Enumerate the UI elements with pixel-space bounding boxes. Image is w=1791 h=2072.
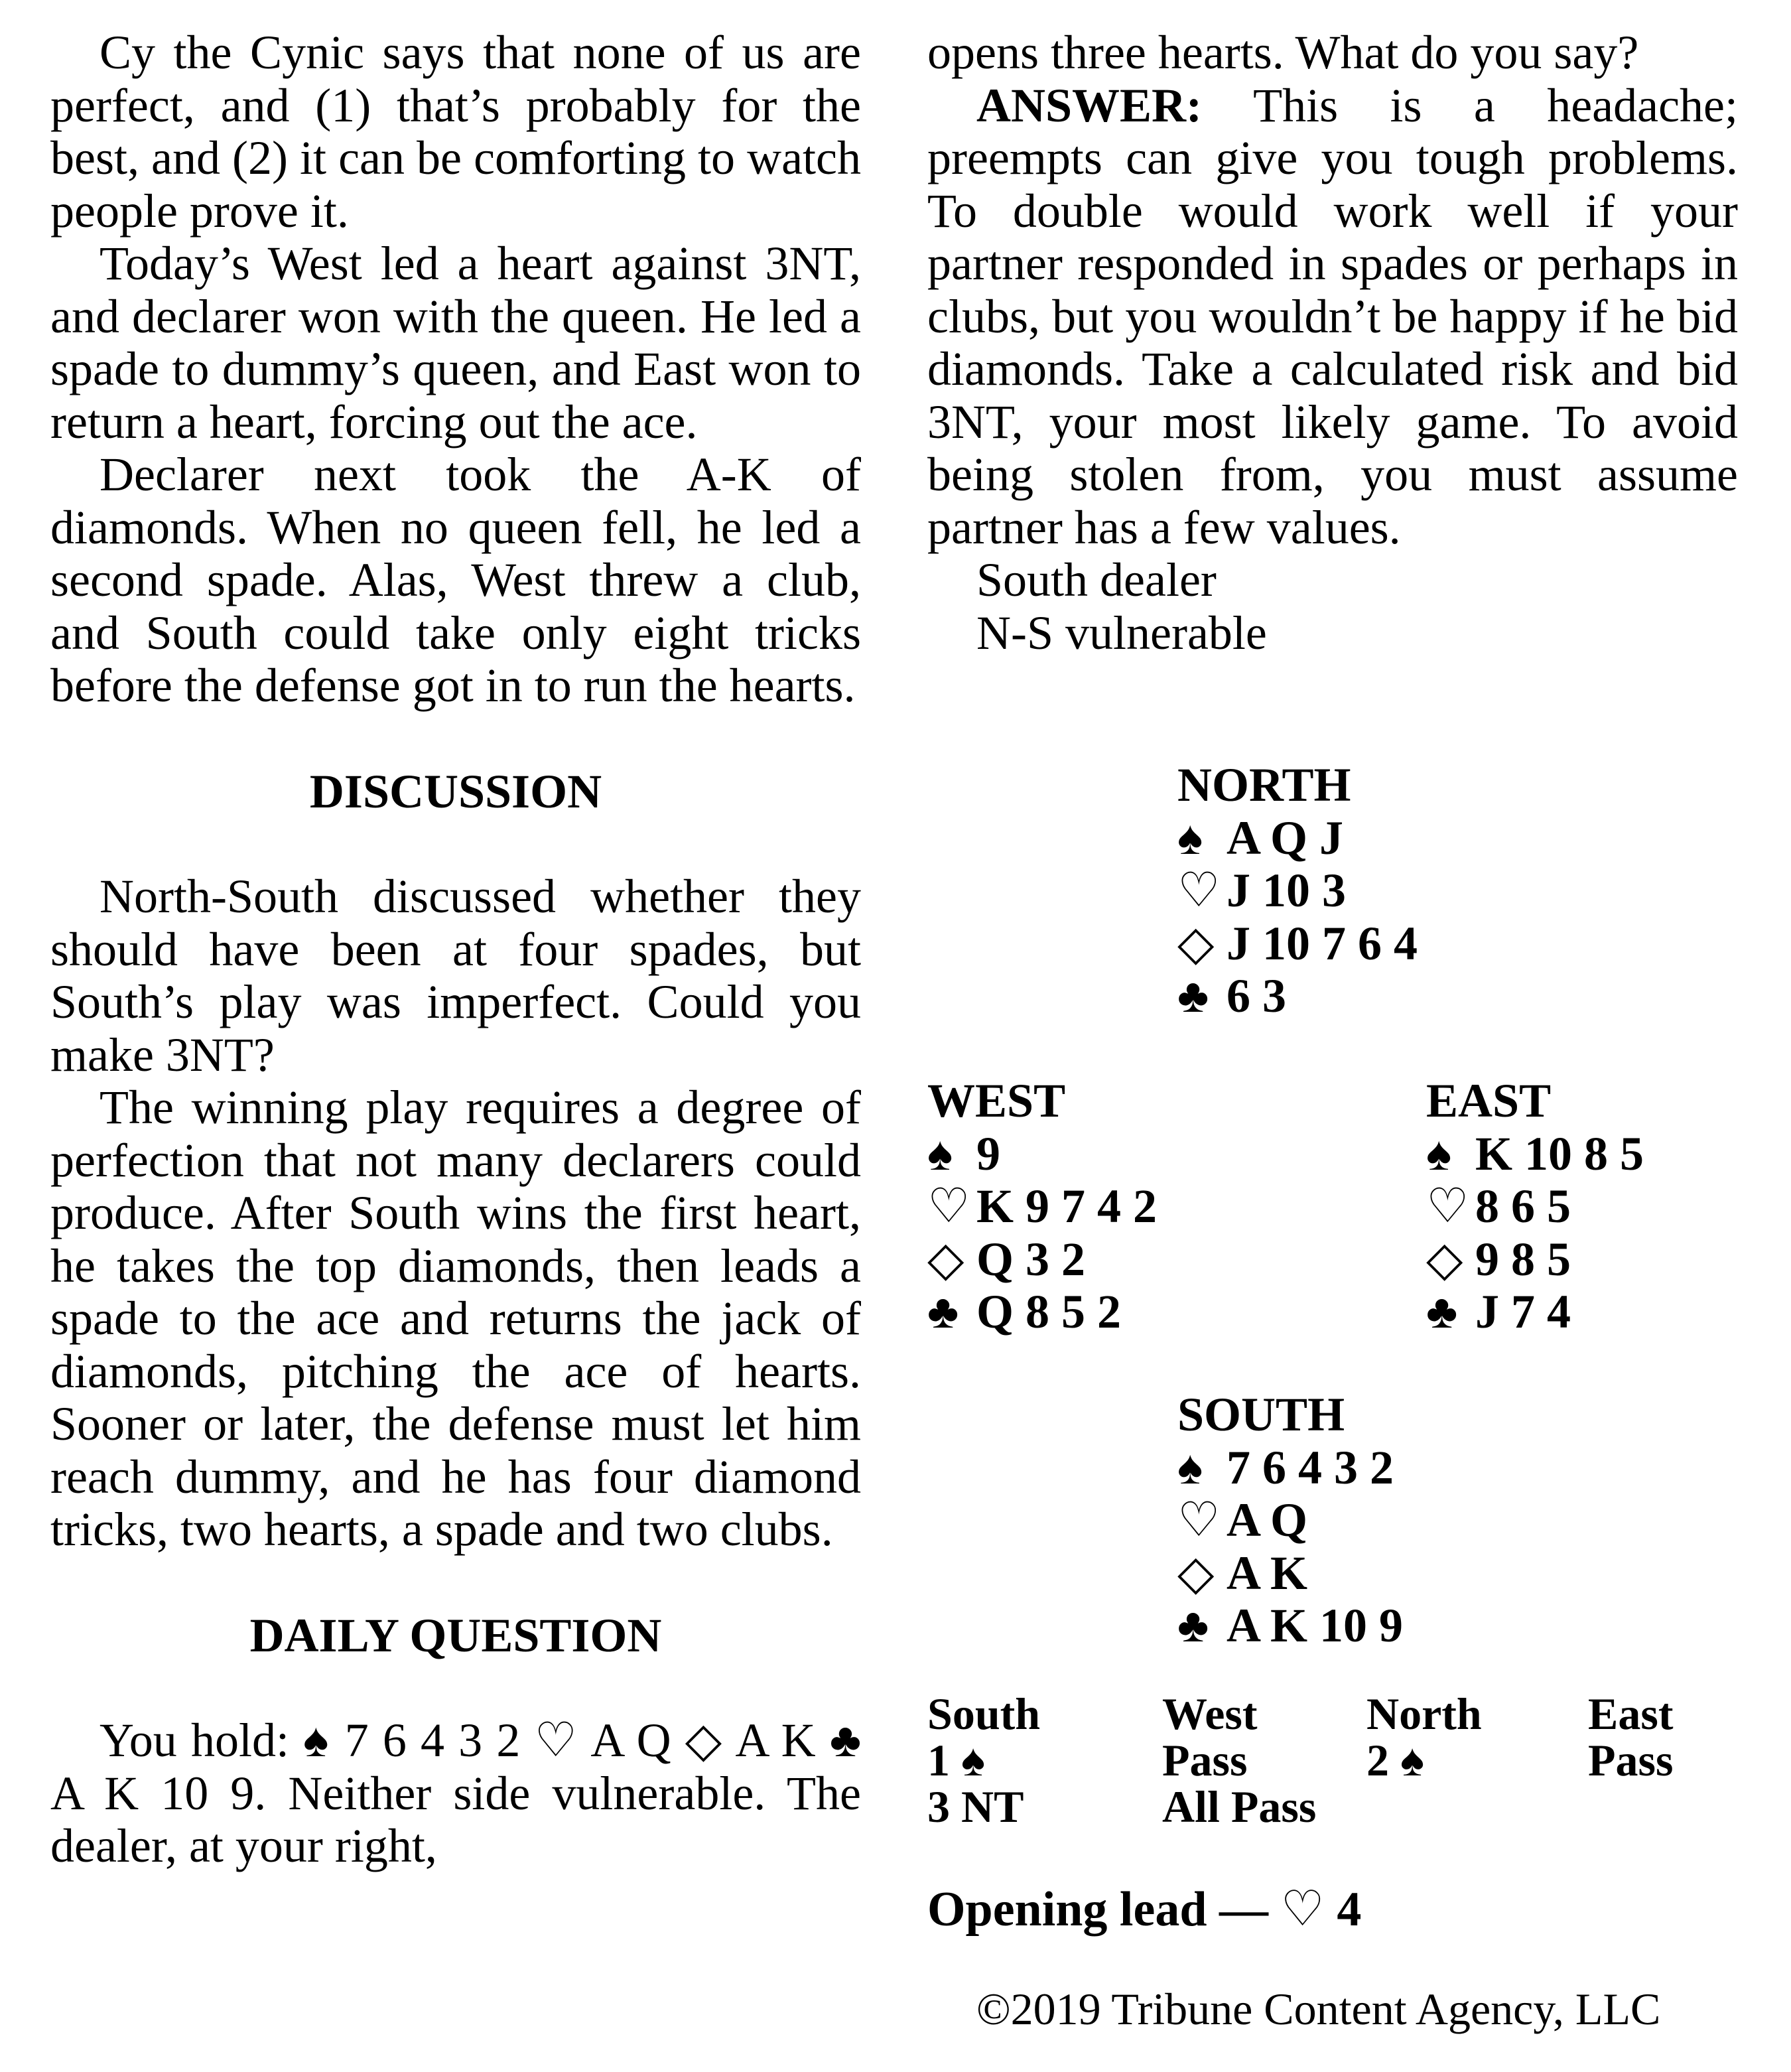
question-spades: ♠ 7 6 4 3 2 <box>303 1714 521 1767</box>
discussion-paragraph: North-South discussed whether they should have been at four spades, but South’s play was imperfect. Could you make 3NT? <box>50 870 861 1081</box>
bid-cell: Pass <box>1588 1735 1674 1785</box>
hand-name: WEST <box>927 1074 1066 1127</box>
hand-name: SOUTH <box>1177 1388 1345 1441</box>
play-paragraph: Today’s West led a heart against 3NT, and declarer won with the queen. He led a spade to dummy’s queen, and East won to return a heart, forcing out the ace. <box>50 237 861 449</box>
declarer-paragraph: Declarer next took the A-K of diamonds. When no queen fell, he led a second spade. Alas, West threw a club, and South could take only eight tricks before the defense got in to run the hearts. <box>50 448 861 712</box>
heart-icon: ♡ <box>1177 1493 1221 1547</box>
answer-label: ANSWER: <box>976 78 1203 132</box>
north-diamonds: J 10 7 6 4 <box>1227 916 1418 970</box>
heart-icon: ♡ <box>927 1180 970 1233</box>
bidding-column-south <box>927 1691 1040 1830</box>
spade-icon: ♠ <box>1177 1440 1203 1494</box>
south-diamonds: A K <box>1227 1546 1308 1600</box>
north-hearts: J 10 3 <box>1227 864 1346 917</box>
diamond-icon: ◇ <box>1426 1232 1463 1286</box>
bid-cell: North <box>1366 1689 1482 1739</box>
vulnerable-line: N-S vulnerable <box>976 606 1267 659</box>
question-prefix: You hold: <box>100 1714 289 1767</box>
south-spades: 7 6 4 3 2 <box>1227 1440 1394 1494</box>
hand-name: NORTH <box>1177 758 1351 811</box>
north-hand <box>1177 759 1418 1023</box>
bidding-column-east <box>1588 1691 1673 1783</box>
west-spades: 9 <box>976 1127 1000 1180</box>
bid-cell: South <box>927 1689 1041 1739</box>
bid-cell: All Pass <box>1162 1781 1317 1832</box>
east-spades: K 10 8 5 <box>1475 1127 1644 1180</box>
spade-icon: ♠ <box>1426 1127 1452 1180</box>
south-clubs: A K 10 9 <box>1227 1599 1404 1652</box>
intro-paragraph: Cy the Cynic says that none of us are perfect, and (1) that’s probably for the best, and (2) it can be comforting to watch people prove it. <box>50 26 861 238</box>
bid-cell: 2 ♠ <box>1366 1735 1425 1785</box>
south-hand <box>1177 1389 1403 1653</box>
solution-paragraph: The winning play requires a degree of perfection that not many declarers could produce. After South wins the first heart, he takes the top diamonds, then leads a spade to the ace and returns the jack of diamonds, pitching the ace of hearts. Sooner or later, the defense must let him reach dummy, and he has four diamond tricks, two hearts, a spade and two clubs. <box>50 1081 861 1556</box>
answer-text: This is a headache; preempts can give you tough problems. To double would work well if your partner responded in spades or perhaps in clubs, but you wouldn’t be happy if he bid diamonds. Take a calculated risk and bid 3NT, your most likely game. To avoid being stolen from, you must assume partner has a few values. <box>927 78 1738 554</box>
bid-cell: 3 NT <box>927 1781 1024 1832</box>
diamond-icon: ◇ <box>1177 916 1215 970</box>
hand-name: EAST <box>1426 1074 1552 1127</box>
east-hand <box>1426 1075 1644 1339</box>
spade-icon: ♠ <box>927 1127 953 1180</box>
south-hearts: A Q <box>1227 1493 1308 1547</box>
answer-paragraph <box>927 80 1738 555</box>
dealer-line: South dealer <box>976 553 1217 606</box>
bid-cell: East <box>1588 1689 1674 1739</box>
question-hearts: ♡ A Q <box>534 1714 671 1767</box>
question-diamonds: ◇ A K <box>685 1714 816 1767</box>
west-clubs: Q 8 5 2 <box>976 1285 1122 1338</box>
east-diamonds: 9 8 5 <box>1475 1232 1571 1286</box>
club-icon: ♣ <box>1177 969 1209 1022</box>
left-column <box>50 27 861 1873</box>
bid-cell: West <box>1162 1689 1258 1739</box>
bidding-column-north <box>1366 1691 1482 1783</box>
west-hand <box>927 1075 1157 1339</box>
club-icon: ♣ <box>1177 1599 1209 1652</box>
club-icon: ♣ <box>927 1285 959 1338</box>
bid-cell: Pass <box>1162 1735 1248 1785</box>
north-clubs: 6 3 <box>1227 969 1286 1022</box>
copyright-notice: ©2019 Tribune Content Agency, LLC <box>976 1984 1661 2034</box>
west-hearts: K 9 7 4 2 <box>976 1180 1158 1233</box>
daily-question-heading: DAILY QUESTION <box>249 1608 662 1662</box>
question-clubs: ♣ A K 10 9. <box>50 1714 862 1820</box>
heart-icon: ♡ <box>1426 1180 1469 1233</box>
west-diamonds: Q 3 2 <box>976 1232 1086 1286</box>
question-paragraph <box>50 1714 861 1873</box>
north-spades: A Q J <box>1227 811 1344 864</box>
bidding-column-west <box>1162 1691 1316 1830</box>
question-continuation: opens three hearts. What do you say? <box>927 26 1639 79</box>
east-clubs: J 7 4 <box>1475 1285 1571 1338</box>
opening-lead: Opening lead — ♡ 4 <box>927 1882 1362 1937</box>
club-icon: ♣ <box>1426 1285 1458 1338</box>
diamond-icon: ◇ <box>1177 1546 1215 1600</box>
question-rest: Neither side vulnerable. The dealer, at your right, <box>50 1766 861 1872</box>
discussion-heading: DISCUSSION <box>309 764 602 818</box>
diamond-icon: ◇ <box>927 1232 964 1286</box>
right-column <box>927 27 1738 659</box>
bid-cell: 1 ♠ <box>927 1735 986 1785</box>
spade-icon: ♠ <box>1177 811 1203 864</box>
heart-icon: ♡ <box>1177 864 1221 917</box>
east-hearts: 8 6 5 <box>1475 1180 1571 1233</box>
